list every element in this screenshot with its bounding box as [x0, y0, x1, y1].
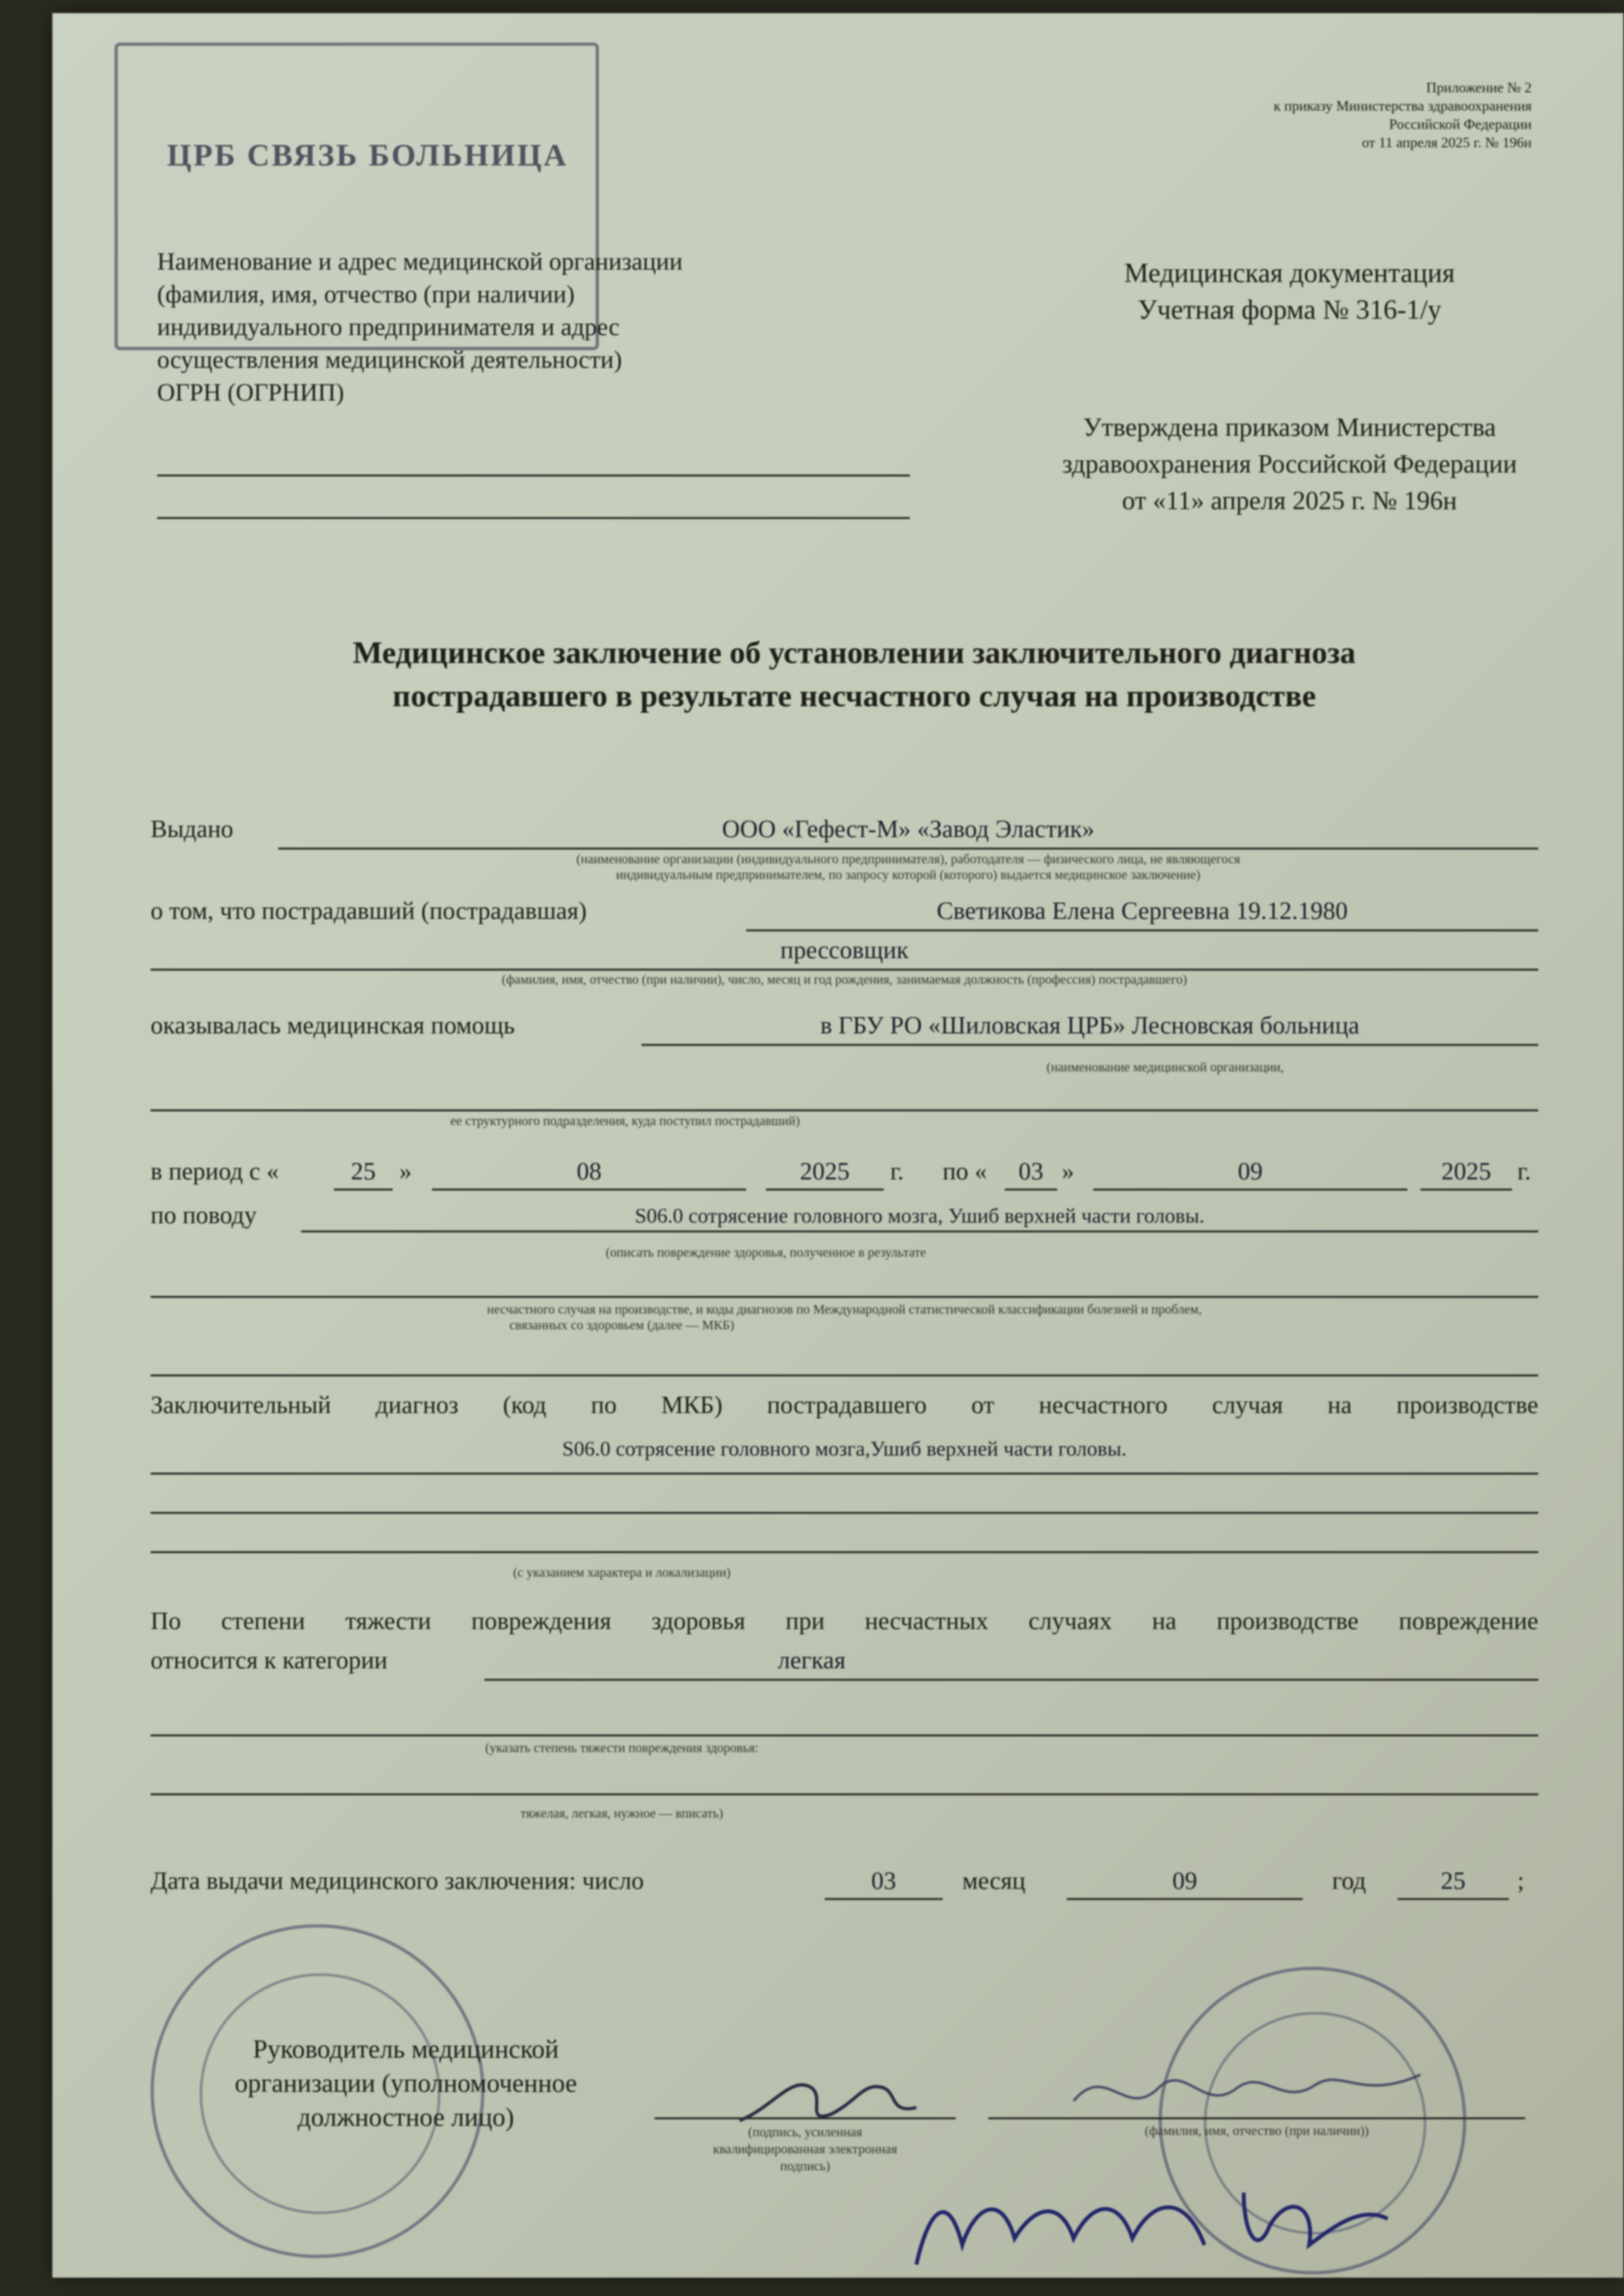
from-day: 25	[351, 1158, 376, 1185]
year-suffix: г.	[890, 1158, 904, 1185]
victim-line	[746, 929, 1538, 931]
issue-year-line	[1398, 1898, 1509, 1900]
approval-line: здравоохранения Российской Федерации	[1062, 449, 1517, 478]
name-caption: (фамилия, имя, отчество (при наличии))	[1144, 2124, 1369, 2138]
role-line: должностное лицо)	[297, 2102, 514, 2132]
appendix-line: Российской Федерации	[1389, 116, 1532, 132]
care-label: оказывалась медицинская помощь	[151, 1012, 515, 1039]
care-line-2	[151, 1109, 1538, 1111]
form-number: Учетная форма № 316-1/у	[1137, 295, 1442, 325]
issue-month-line	[1067, 1898, 1303, 1900]
care-line	[641, 1044, 1538, 1046]
diag-line-3	[151, 1551, 1538, 1553]
issued-line	[278, 848, 1538, 850]
position-line	[151, 969, 1538, 971]
reason-line-3	[151, 1374, 1538, 1376]
issued-label: Выдано	[151, 816, 234, 843]
year-suffix: г.	[1517, 1158, 1531, 1185]
close-quote: »	[399, 1158, 412, 1185]
stamp-hospital-name: ЦРБ СВЯЗЬ БОЛЬНИЦА	[167, 138, 568, 173]
issued-value: ООО «Гефест-М» «Завод Эластик»	[721, 816, 1095, 843]
title-line: Медицинское заключение об установлении заключительного диагноза	[352, 636, 1356, 670]
role-line: организации (уполномоченное	[234, 2068, 577, 2098]
severity-label-2: относится к категории	[151, 1647, 388, 1674]
care-caption: ее структурного подразделения, куда поступил пострадавший)	[450, 1114, 800, 1128]
diag-line-2	[151, 1512, 1538, 1514]
header-left-line: (фамилия, имя, отчество (при наличии)	[157, 281, 575, 308]
appendix-line: от 11 апреля 2025 г. № 196н	[1362, 134, 1532, 151]
period-from-label: в период с «	[151, 1158, 280, 1185]
severity-line-2	[151, 1734, 1538, 1736]
issue-day: 03	[871, 1867, 896, 1895]
issue-month-label: месяц	[962, 1867, 1026, 1895]
sign-caption-line: (подпись, усиленная	[748, 2125, 863, 2140]
header-left-line: осуществления медицинской деятельности)	[157, 346, 623, 374]
org-line-2	[157, 517, 910, 519]
victim-caption: (фамилия, имя, отчество (при наличии), число, месяц и год рождения, занимаемая должность (профессия) пострадавшего)	[501, 973, 1187, 987]
period-to-label: по «	[943, 1158, 987, 1185]
to-month-line	[1093, 1189, 1407, 1191]
form-label	[1054, 255, 1525, 329]
reason-caption: (описать повреждение здоровья, полученное в результате	[605, 1246, 926, 1260]
issued-caption: индивидуальным предпринимателем, по запросу которой (которого) выдается медицинское заключение)	[616, 868, 1200, 882]
to-year: 2025	[1441, 1158, 1491, 1185]
appendix-line: к приказу Министерства здравоохранения	[1273, 98, 1532, 114]
signature-mark-3	[903, 2166, 1401, 2278]
appendix-line: Приложение № 2	[1426, 79, 1532, 96]
approval-line: от «11» апреля 2025 г. № 196н	[1122, 486, 1457, 515]
issue-year-label: год	[1332, 1867, 1366, 1895]
severity-caption: тяжелая, легкая, нужное — вписать)	[520, 1806, 723, 1821]
header-left-line: индивидуального предпринимателя и адрес	[157, 314, 620, 341]
document-title	[183, 632, 1525, 718]
reason-label: по поводу	[151, 1202, 257, 1229]
document-page	[52, 13, 1623, 2278]
care-caption: (наименование медицинской организации,	[1046, 1060, 1284, 1075]
header-left-line: Наименование и адрес медицинской организации	[157, 248, 683, 276]
final-diagnosis-label: Заключительный диагноз (код по МКБ) пострадавшего от несчастного случая на производстве	[151, 1391, 1538, 1419]
sign-caption-line: квалифицированная электронная	[713, 2142, 897, 2157]
med-doc-label: Медицинская документация	[1124, 259, 1455, 289]
to-month: 09	[1238, 1158, 1263, 1185]
severity-value: легкая	[778, 1647, 846, 1674]
close-quote: »	[1062, 1158, 1074, 1185]
reason-caption: связанных со здоровьем (далее — МКБ)	[509, 1318, 734, 1333]
issue-date-label: Дата выдачи медицинского заключения: число	[151, 1867, 644, 1895]
issued-caption: (наименование организации (индивидуального предпринимателя), работодателя — физического лица, не являющегося	[576, 852, 1240, 867]
reason-value: S06.0 сотрясение головного мозга, Ушиб верхней части головы.	[634, 1204, 1205, 1227]
issue-year: 25	[1441, 1867, 1466, 1895]
approval-note	[995, 409, 1584, 519]
issue-day-line	[825, 1898, 943, 1900]
victim-label: о том, что пострадавший (пострадавшая)	[151, 897, 587, 925]
diag-line-1	[151, 1473, 1538, 1475]
title-line: пострадавшего в результате несчастного случая на производстве	[392, 679, 1316, 713]
final-diagnosis-caption: (с указанием характера и локализации)	[513, 1566, 731, 1580]
from-month: 08	[577, 1158, 602, 1185]
sign-caption-line: подпись)	[780, 2159, 831, 2174]
to-day: 03	[1019, 1158, 1043, 1185]
issue-month: 09	[1172, 1867, 1197, 1895]
severity-line	[484, 1679, 1538, 1681]
to-year-line	[1420, 1189, 1512, 1191]
victim-value: Светикова Елена Сергеевна 19.12.1980	[936, 897, 1348, 925]
reason-caption: несчастного случая на производстве, и коды диагнозов по Международной статистической классификации болезней и проблем,	[487, 1302, 1202, 1317]
care-value: в ГБУ РО «Шиловская ЦРБ» Лесновская больница	[820, 1012, 1360, 1039]
from-day-line	[334, 1189, 393, 1191]
signature-mark-1	[733, 2062, 929, 2140]
severity-label: По степени тяжести повреждения здоровья при несчастных случаях на производстве повреждение	[151, 1607, 1538, 1635]
severity-caption: (указать степень тяжести повреждения здоровья:	[485, 1741, 759, 1755]
from-year-line	[766, 1189, 884, 1191]
reason-line-2	[151, 1296, 1538, 1298]
from-year: 2025	[800, 1158, 850, 1185]
to-day-line	[1005, 1189, 1057, 1191]
header-left-line: ОГРН (ОГРНИП)	[157, 379, 344, 406]
signature-mark-2	[1067, 2049, 1434, 2140]
severity-line-3	[151, 1793, 1538, 1795]
signatory-role	[151, 2032, 661, 2134]
from-month-line	[432, 1189, 746, 1191]
approval-line: Утверждена приказом Министерства	[1083, 412, 1496, 442]
reason-line	[301, 1230, 1538, 1232]
appendix-note	[1165, 79, 1532, 152]
header-left	[157, 245, 683, 409]
issue-date-semicolon: ;	[1517, 1867, 1525, 1895]
victim-position: прессовщик	[780, 937, 909, 964]
final-diagnosis-value: S06.0 сотрясение головного мозга,Ушиб верхней части головы.	[562, 1437, 1127, 1460]
org-line-1	[157, 475, 910, 476]
role-line: Руководитель медицинской	[253, 2034, 559, 2064]
